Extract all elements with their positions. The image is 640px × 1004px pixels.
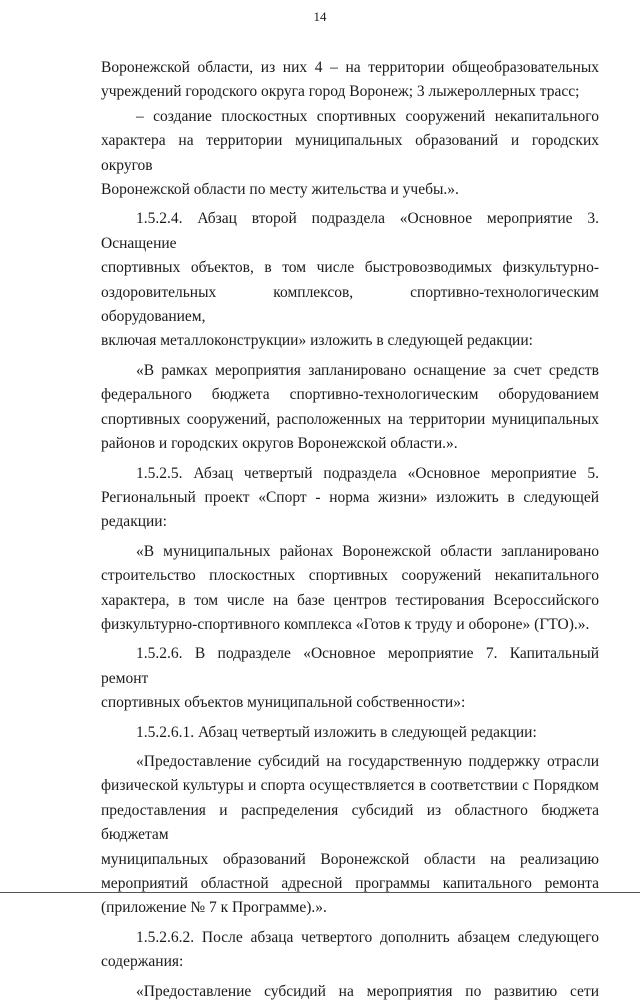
text-line: «Предоставление субсидий на мероприятия по развитию сети (136, 982, 599, 1000)
text-line: муниципальных образований Воронежской области на реализацию (101, 850, 599, 868)
text-line: «В рамках мероприятия запланировано оснащение за счет средств (136, 361, 599, 379)
text-line: Региональный проект «Спорт - норма жизни» изложить в следующей (101, 488, 599, 506)
text-line: физической культуры и спорта осуществляется в соответствии с Порядком (101, 777, 599, 795)
text-line: 1.5.2.4. Абзац второй подраздела «Основное мероприятие 3. Оснащение (101, 210, 599, 252)
text-line: «В муниципальных районах Воронежской области запланировано (136, 542, 599, 560)
paragraph-quote-equipment (101, 359, 599, 457)
text-line: учреждений городского округа город Воронеж; 3 лыжероллерных трасс; (101, 83, 580, 101)
text-line: спортивных объектов муниципальной собственности»: (101, 694, 466, 712)
text-line: содержания: (101, 953, 184, 971)
bottom-divider (0, 892, 640, 893)
text-line: – создание плоскостных спортивных сооружений некапитального (136, 107, 599, 125)
text-line: включая металлоконструкции» изложить в следующей редакции: (101, 332, 533, 350)
text-line: 1.5.2.5. Абзац четвертый подраздела «Основное мероприятие 5. (136, 464, 599, 482)
text-line: 1.5.2.6.1. Абзац четвертый изложить в следующей редакции: (136, 723, 537, 741)
text-line: мероприятий областной адресной программы капитального ремонта (101, 875, 599, 892)
paragraph-1-5-2-6-1 (101, 721, 599, 745)
text-line: (приложение № 7 к Программе).». (101, 899, 327, 917)
text-line: строительство плоскостных спортивных сооружений некапитального (101, 567, 599, 585)
paragraph-1-5-2-5 (101, 462, 599, 535)
text-line: редакции: (101, 513, 167, 531)
document-body (101, 56, 599, 1004)
text-line: предоставления и распределения субсидий из областного бюджета бюджетам (101, 801, 599, 844)
paragraph-1-5-2-4 (101, 207, 599, 353)
text-line: оздоровительных комплексов, спортивно-технологическим оборудованием, (101, 283, 599, 326)
text-line: 1.5.2.6.2. После абзаца четвертого дополнить абзацем следующего (136, 928, 599, 946)
text-line: 1.5.2.6. В подразделе «Основное мероприятие 7. Капитальный ремонт (101, 645, 599, 687)
paragraph-list-item (101, 105, 599, 203)
text-line: Воронежской области, из них 4 – на территории общеобразовательных (101, 59, 599, 76)
page-number: 14 (313, 9, 327, 24)
paragraph-1-5-2-6-2 (101, 926, 599, 975)
text-line: характера на территории муниципальных образований и городских округов (101, 132, 599, 174)
paragraph-quote-construction (101, 540, 599, 638)
text-line: Воронежской области по месту жительства и учебы.». (101, 181, 459, 199)
text-line: физкультурно-спортивного комплекса «Готов к труду и обороне» (ГТО).». (101, 615, 590, 633)
text-line: спортивных объектов, в том числе быстровозводимых физкультурно- (101, 259, 599, 277)
text-line: характера, в том числе на базе центров тестирования Всероссийского (101, 591, 599, 609)
text-line: федерального бюджета спортивно-технологическим оборудованием (101, 386, 599, 404)
paragraph-continuation (101, 56, 599, 105)
paragraph-1-5-2-6 (101, 642, 599, 715)
paragraph-quote-subsidies (101, 750, 599, 921)
text-line: «Предоставление субсидий на государственную поддержку отрасли (136, 752, 599, 770)
text-line: спортивных сооружений, расположенных на территории муниципальных (101, 410, 599, 428)
text-line: районов и городских округов Воронежской области.». (101, 435, 458, 453)
paragraph-quote-network (101, 980, 599, 1004)
